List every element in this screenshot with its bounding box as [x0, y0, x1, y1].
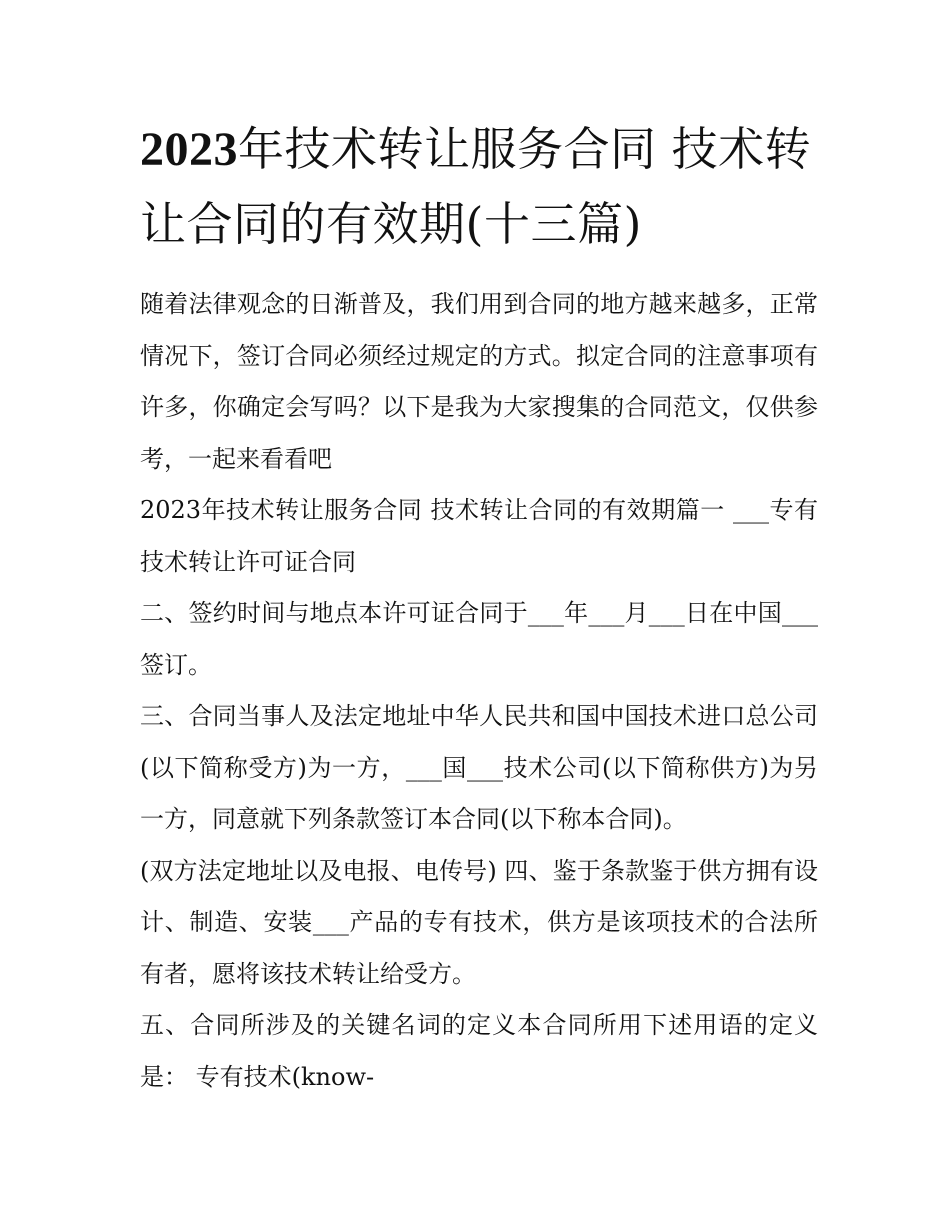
paragraph-clause-4: (双方法定地址以及电报、电传号) 四、鉴于条款鉴于供方拥有设计、制造、安装___产品的专有技术，供方是该项技术的合法所有者，愿将该技术转让给受方。 [140, 856, 818, 988]
title-text: 年技术转让服务合同 技术转让合同的有效期(十三篇) [140, 122, 812, 251]
document-title [140, 112, 820, 261]
paragraph-contract-heading: 2023年技术转让服务合同 技术转让合同的有效期篇一 ___专有技术转让许可证合同 [140, 496, 818, 576]
paragraph-intro: 随着法律观念的日渐普及，我们用到合同的地方越来越多，正常情况下，签订合同必须经过规定的方式。拟定合同的注意事项有许多，你确定会写吗？以下是我为大家搜集的合同范文，仅供参考，一起来看看吧 [140, 290, 818, 473]
paragraph-clause-5: 五、合同所涉及的关键名词的定义本合同所用下述用语的定义是： 专有技术(know- [140, 1011, 818, 1091]
title-year: 2023 [140, 123, 238, 176]
paragraph-clause-3: 三、合同当事人及法定地址中华人民共和国中国技术进口总公司(以下简称受方)为一方，___国___技术公司(以下简称供方)为另一方，同意就下列条款签订本合同(以下称本合同)。 [140, 702, 818, 833]
document-body [140, 279, 818, 1103]
paragraph-clause-2: 二、签约时间与地点本许可证合同于___年___月___日在中国___签订。 [140, 599, 818, 679]
